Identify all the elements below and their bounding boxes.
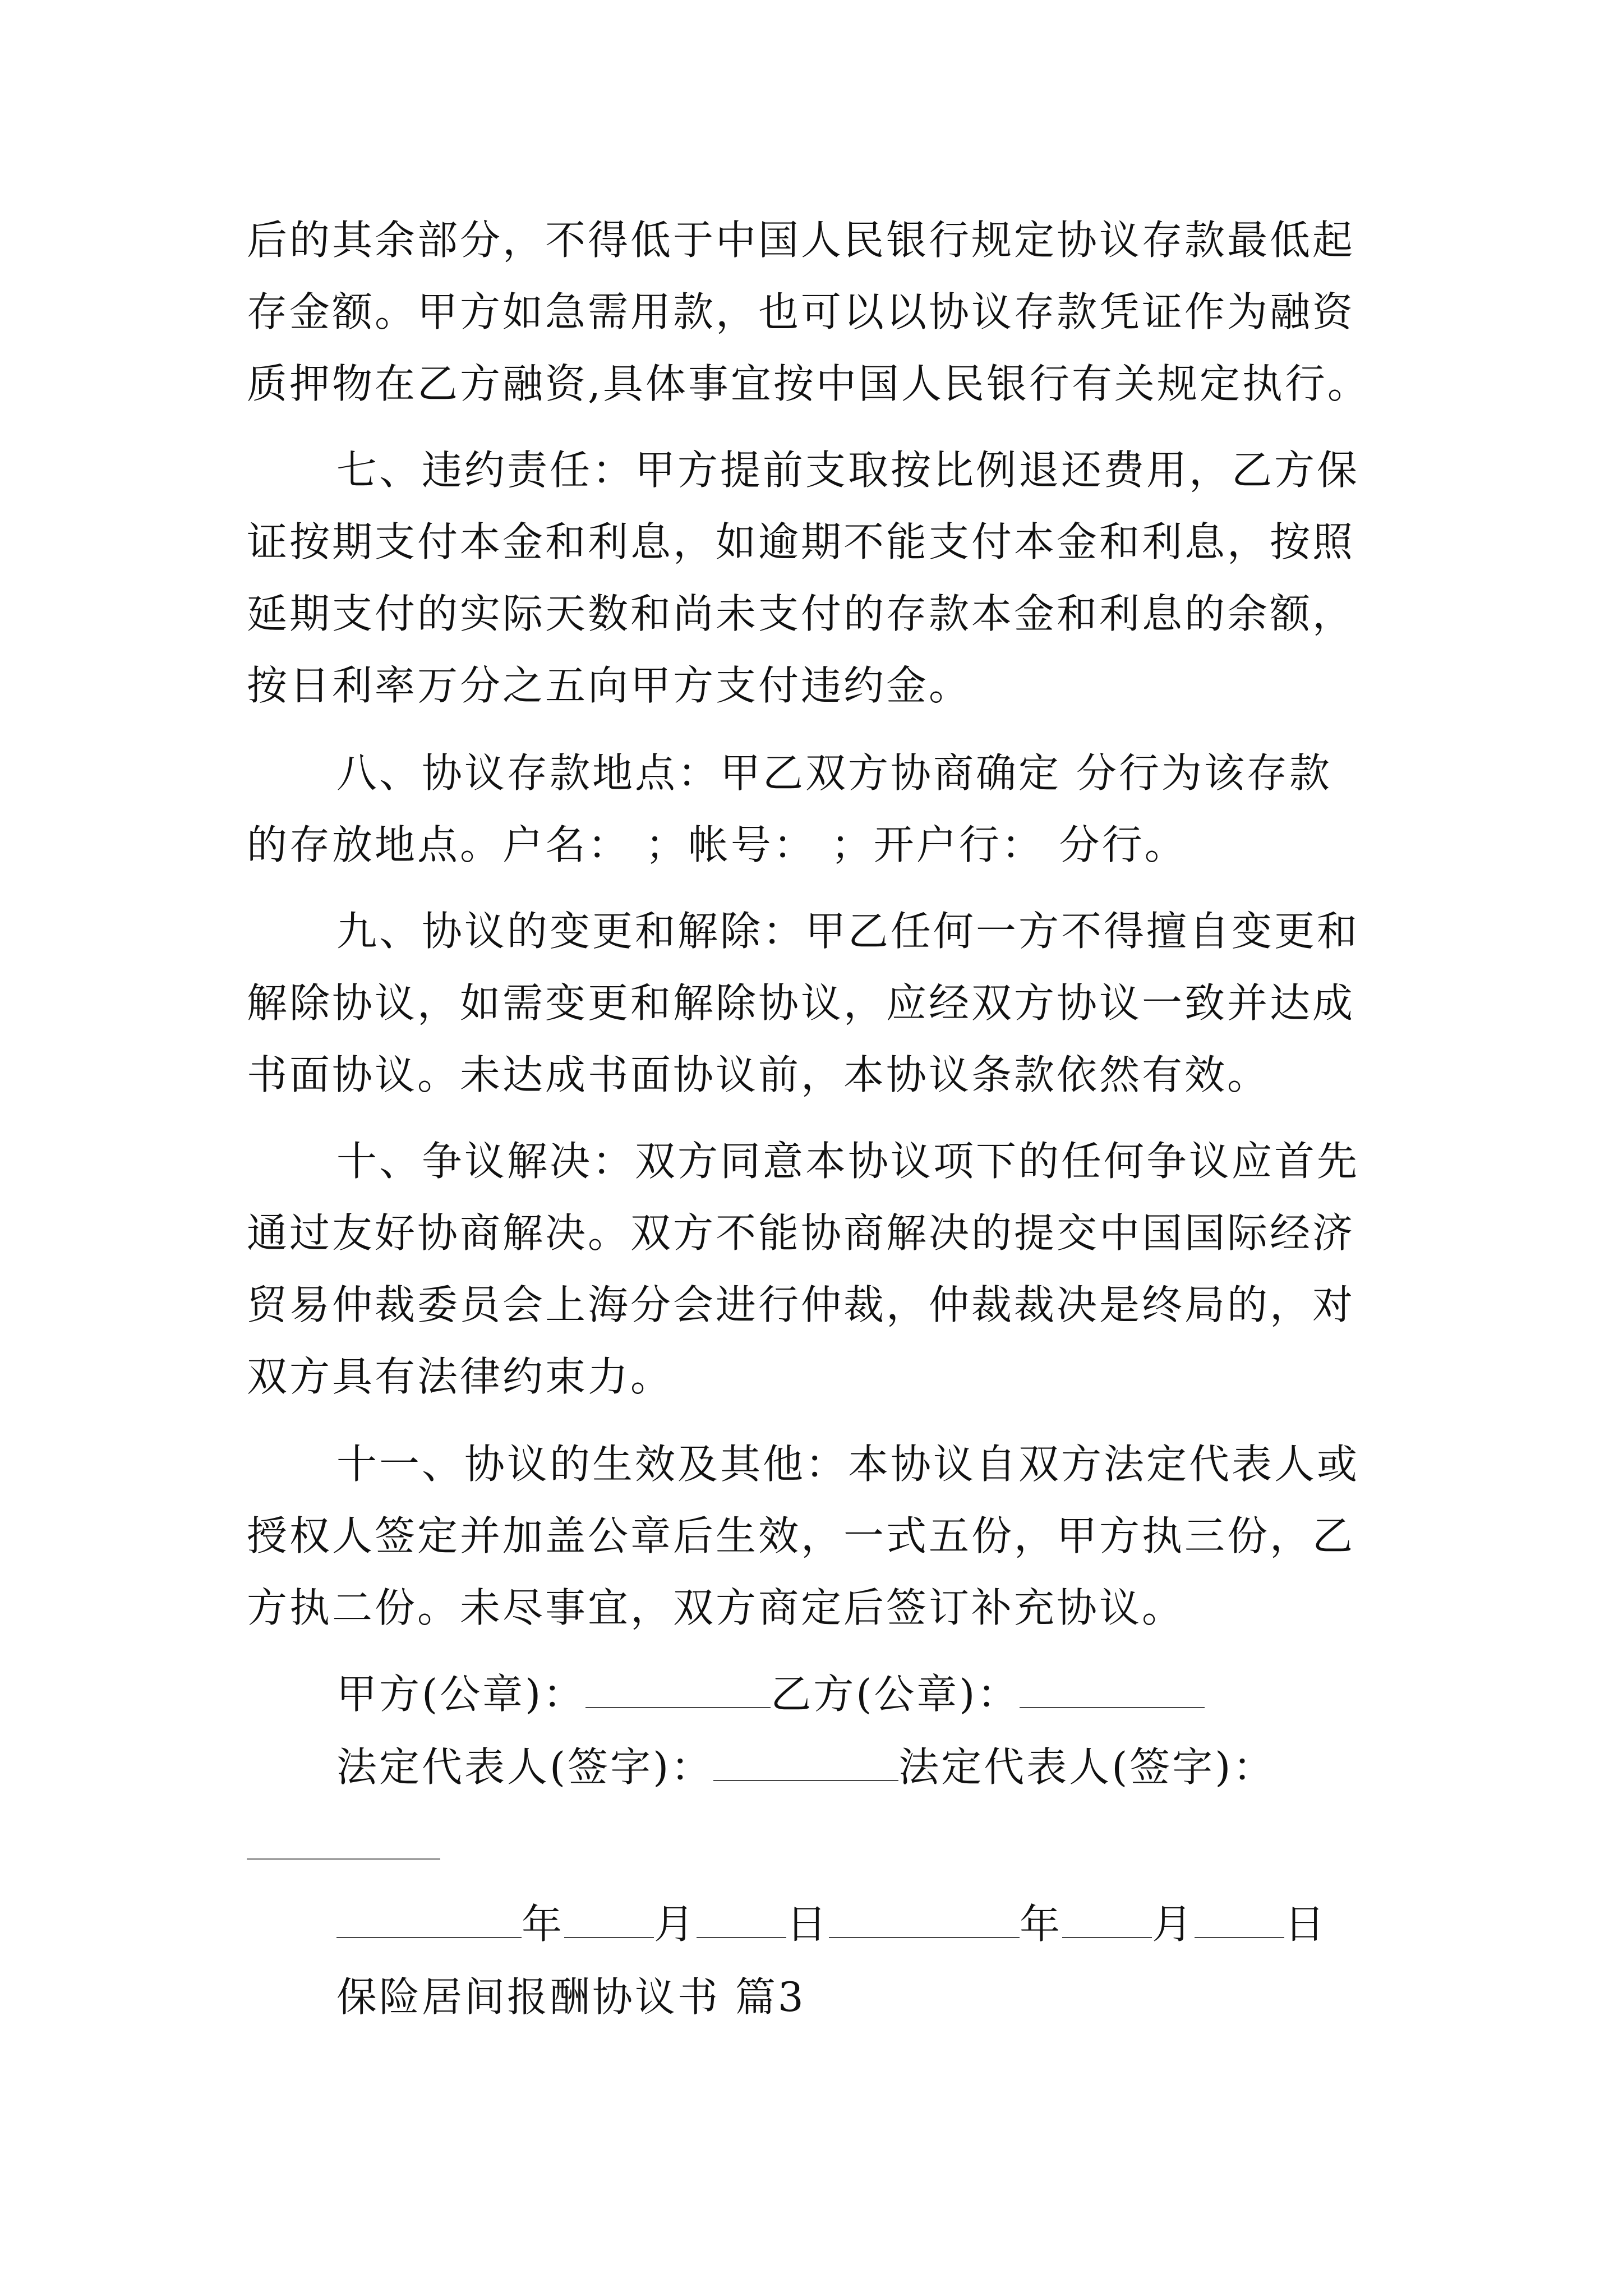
paragraph-line: 后的其余部分，不得低于中国人民银行规定协议存款最低起 bbox=[247, 217, 1355, 264]
year-label-a: 年 bbox=[522, 1901, 565, 1948]
clause-7-heading-line: 七、违约责任：甲方提前支取按比例退还费用，乙方保 bbox=[336, 447, 1360, 494]
paragraph-line: 通过友好协商解决。双方不能协商解决的提交中国国际经济 bbox=[247, 1209, 1355, 1257]
paragraph-line: 证按期支付本金和利息，如逾期不能支付本金和利息，按照 bbox=[247, 518, 1355, 565]
clause-9-heading-line: 九、协议的变更和解除：甲乙任何一方不得擅自变更和 bbox=[336, 908, 1360, 955]
party-a-seal-label: 甲方(公章)： bbox=[336, 1671, 586, 1718]
paragraph-line: 存金额。甲方如急需用款，也可以以协议存款凭证作为融资 bbox=[247, 288, 1355, 335]
year-label-b: 年 bbox=[1020, 1901, 1063, 1948]
year-blank-b bbox=[829, 1898, 1020, 1938]
party-b-rep-label: 法定代表人(签字)： bbox=[898, 1743, 1276, 1791]
party-b-seal-label: 乙方(公章)： bbox=[771, 1671, 1020, 1718]
paragraph-line: 的存放地点。户名： ；帐号： ；开户行： 分行。 bbox=[247, 821, 1187, 868]
paragraph-line: 按日利率万分之五向甲方支付违约金。 bbox=[247, 662, 972, 709]
paragraph-line: 解除协议，如需变更和解除协议，应经双方协议一致并达成 bbox=[247, 979, 1355, 1027]
month-label-b: 月 bbox=[1152, 1901, 1195, 1948]
day-label-a: 日 bbox=[786, 1901, 829, 1948]
clause-10-heading-line: 十、争议解决：双方同意本协议项下的任何争议应首先 bbox=[336, 1138, 1360, 1185]
month-blank-a bbox=[564, 1898, 654, 1938]
party-b-rep-blank bbox=[247, 1858, 440, 1860]
representative-line bbox=[336, 1740, 1275, 1794]
next-section-title: 保险居间报酬协议书 篇3 bbox=[336, 1973, 806, 2021]
party-a-seal-blank bbox=[585, 1668, 771, 1708]
paragraph-line: 方执二份。未尽事宜，双方商定后签订补充协议。 bbox=[247, 1584, 1185, 1631]
seal-line bbox=[336, 1667, 1205, 1721]
date-line bbox=[336, 1897, 1327, 1951]
month-label-a: 月 bbox=[654, 1901, 697, 1948]
day-blank-b bbox=[1195, 1898, 1284, 1938]
month-blank-b bbox=[1062, 1898, 1152, 1938]
paragraph-line: 书面协议。未达成书面协议前，本协议条款依然有效。 bbox=[247, 1051, 1270, 1098]
party-a-rep-label: 法定代表人(签字)： bbox=[336, 1743, 714, 1791]
clause-11-heading-line: 十一、协议的生效及其他：本协议自双方法定代表人或 bbox=[336, 1441, 1360, 1488]
paragraph-line: 贸易仲裁委员会上海分会进行仲裁，仲裁裁决是终局的，对 bbox=[247, 1281, 1355, 1328]
party-a-rep-blank bbox=[713, 1741, 898, 1781]
year-blank-a bbox=[336, 1898, 522, 1938]
paragraph-line: 延期支付的实际天数和尚未支付的存款本金和利息的余额， bbox=[247, 590, 1355, 637]
paragraph-line: 质押物在乙方融资,具体事宜按中国人民银行有关规定执行。 bbox=[247, 360, 1370, 407]
clause-8-heading-line: 八、协议存款地点：甲乙双方协商确定 分行为该存款 bbox=[336, 749, 1332, 797]
party-b-seal-blank bbox=[1020, 1668, 1205, 1708]
paragraph-line: 双方具有法律约束力。 bbox=[247, 1353, 674, 1400]
day-label-b: 日 bbox=[1284, 1901, 1327, 1948]
paragraph-line: 授权人签定并加盖公章后生效，一式五份，甲方执三份，乙 bbox=[247, 1512, 1355, 1559]
day-blank-a bbox=[697, 1898, 786, 1938]
